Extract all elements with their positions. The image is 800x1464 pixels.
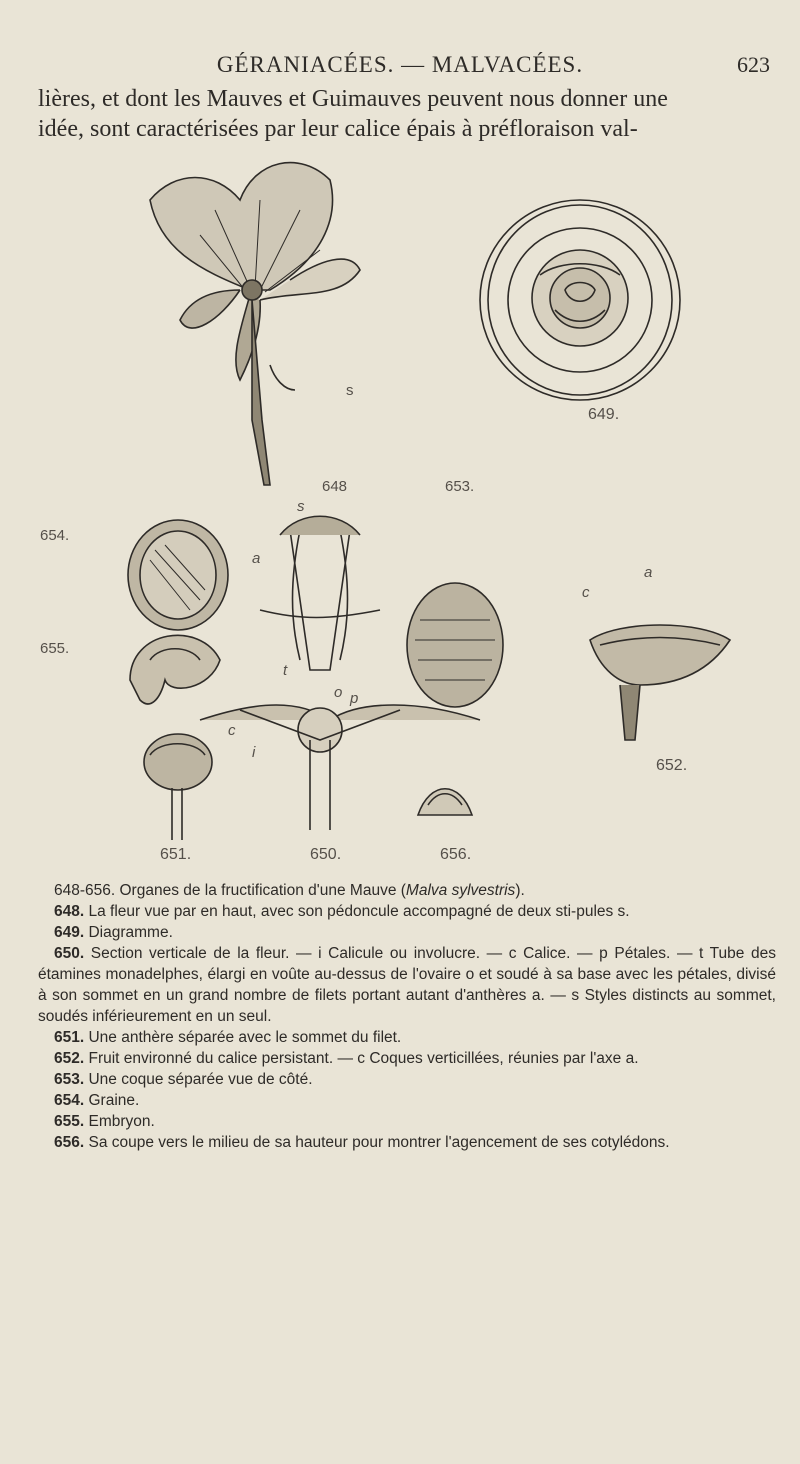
label-650-a: a — [252, 550, 261, 567]
caption-item — [38, 1027, 776, 1048]
caption-item-number: 648. — [54, 903, 85, 920]
coque-illustration — [407, 583, 503, 707]
caption-title — [38, 880, 776, 901]
label-652: 652. — [656, 757, 688, 774]
caption-item-number: 650. — [54, 945, 85, 962]
botanical-plate — [0, 140, 800, 880]
label-652-a: a — [644, 564, 653, 581]
figure-caption — [38, 880, 776, 1153]
running-header — [0, 50, 800, 84]
label-654: 654. — [40, 527, 70, 544]
caption-item — [38, 901, 776, 922]
seed-illustration — [128, 520, 228, 630]
caption-item — [38, 1132, 776, 1153]
caption-item — [38, 1090, 776, 1111]
caption-item-text: La fleur vue par en haut, avec son pédoncule accompagné de deux sti-pules s. — [88, 903, 630, 920]
caption-title-prefix: 648-656. Organes de la fructification d'une Mauve ( — [54, 882, 406, 899]
caption-item — [38, 922, 776, 943]
label-653: 653. — [445, 478, 475, 495]
label-656: 656. — [440, 846, 472, 863]
caption-title-suffix: ). — [515, 882, 525, 899]
caption-item-text: Sa coupe vers le milieu de sa hauteur pour montrer l'agencement de ses cotylédons. — [88, 1134, 670, 1151]
label-648: 648 — [322, 478, 348, 495]
caption-item-text: Section verticale de la fleur. — i Calicule ou involucre. — c Calice. — p Pétales. — t Tube des étamines monadelphes, élargi en voûte au-dessus de l'ovaire o et soudé à sa base avec les pétales, divisé à son sommet en un grand nombre de filets portant autant d'anthères a. — s Styles distincts au sommet, soudés inférieurement en un seul. — [38, 945, 776, 1025]
running-title: GÉRANIACÉES. — MALVACÉES. — [216, 52, 584, 77]
embryo-illustration — [130, 635, 220, 704]
label-651: 651. — [160, 846, 192, 863]
caption-item — [38, 943, 776, 1027]
caption-item-number: 651. — [54, 1029, 85, 1046]
caption-item-text: Embryon. — [88, 1113, 155, 1130]
fruit-illustration — [590, 625, 730, 740]
caption-item — [38, 1111, 776, 1132]
caption-species: Malva sylvestris — [405, 882, 516, 899]
caption-item-number: 654. — [54, 1092, 85, 1109]
caption-item — [38, 1069, 776, 1090]
caption-item-text: Diagramme. — [88, 924, 173, 941]
cotyledon-section-illustration — [418, 789, 472, 815]
intro-line-1: lières, et dont les Mauves et Guimauves peuvent nous donner une — [38, 86, 668, 112]
label-650-c: c — [228, 722, 236, 739]
label-649: 649. — [588, 406, 620, 423]
flower-top-view-illustration — [150, 163, 360, 485]
label-650-i: i — [252, 744, 256, 761]
caption-item-number: 653. — [54, 1071, 85, 1088]
label-650-s: s — [297, 498, 305, 515]
caption-item-number: 652. — [54, 1050, 85, 1067]
intro-line-2: idée, sont caractérisées par leur calice épais à préfloraison val- — [38, 116, 638, 142]
caption-item-text: Une anthère séparée avec le sommet du filet. — [88, 1029, 402, 1046]
label-655: 655. — [40, 640, 70, 657]
floral-diagram-illustration — [480, 200, 680, 400]
caption-item-text: Une coque séparée vue de côté. — [88, 1071, 313, 1088]
label-652-c: c — [582, 584, 590, 601]
label-650: 650. — [310, 846, 342, 863]
label-650-t: t — [283, 662, 288, 679]
caption-item — [38, 1048, 776, 1069]
label-650-o: o — [334, 684, 343, 701]
intro-text — [38, 84, 776, 144]
caption-item-number: 656. — [54, 1134, 85, 1151]
caption-item-number: 655. — [54, 1113, 85, 1130]
caption-item-text: Graine. — [88, 1092, 140, 1109]
page-number: 623 — [737, 52, 770, 77]
caption-item-text: Fruit environné du calice persistant. — c Coques verticillées, réunies par l'axe a. — [88, 1050, 639, 1067]
label-650-p: p — [350, 690, 359, 707]
label-648-s: s — [346, 382, 354, 399]
caption-item-number: 649. — [54, 924, 85, 941]
anther-illustration — [144, 734, 212, 840]
